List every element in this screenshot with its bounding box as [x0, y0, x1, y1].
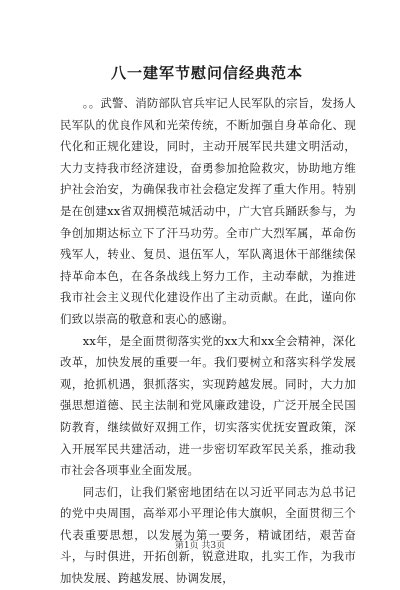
body-paragraph: 。。武警、消防部队官兵牢记人民军队的宗旨，发扬人民军队的优良作风和光荣传统，不断加强自身革命化、现代化和正规化建设，同时，主动开展军民共建文明活动，大力支持我市经济建设，奋勇参加抢险救灾，协助地方维护社会治安，为确保我市社会稳定发挥了重大作用。特别是在创建xx省双拥模范城活动中，广大官兵踊跃参与，为争创加期达标立下了汗马功劳。全市广大烈军属，革命伤残军人，转业、复员、退伍军人，军队离退休干部继续保持革命本色，在各条战线上努力工作，主动奉献，为推进我市社会主义现代化建设作出了主动贡献。在此，谨向你们致以崇高的敬意和衷心的感谢。	[60, 96, 356, 326]
document-body	[60, 93, 356, 590]
body-paragraph: 同志们，让我们紧密地团结在以习近平同志为总书记的党中央周围，高举邓小平理论伟大旗帜，全面贯彻三个代表重要思想，以发展为第一要务，精诚团结，艰苦奋斗，与时俱进，开拓创新，锐意进取，扎实工作，为我市加快发展、跨越发展、协调发展，	[60, 484, 356, 586]
body-paragraph: xx年，是全面贯彻落实党的xx大和xx全会精神，深化改革，加快发展的重要一年。我们要树立和落实科学发展观，抢抓机遇，狠抓落实，实现跨越发展。同时，大力加强思想道德、民主法制和党风廉政建设，广泛开展全民国防教育，继续做好双拥工作，切实落实优抚安置政策，深入开展军民共建活动，进一步密切军政军民关系，推动我市社会各项事业全面发展。	[60, 333, 356, 478]
page-footer: 第1页 共3页	[174, 541, 226, 551]
document-title: 八一建军节慰问信经典范本	[110, 64, 303, 82]
